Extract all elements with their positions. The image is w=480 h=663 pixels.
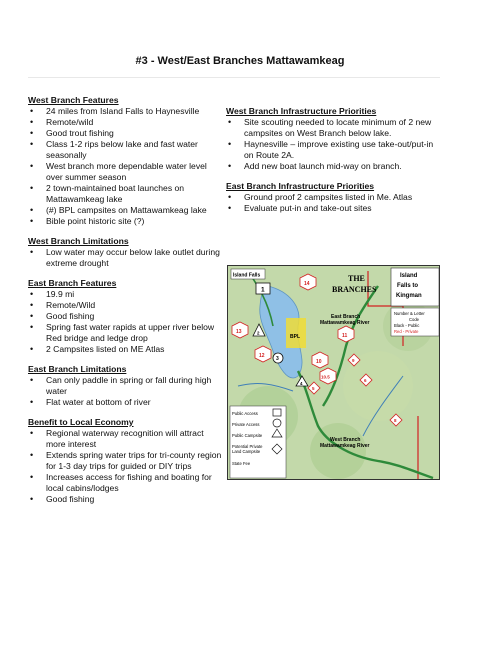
legend-land-campsite: Land Campsite [232, 449, 261, 454]
list-item: • Increases access for fishing and boating for local cabins/lodges [28, 472, 223, 494]
legend-public-access: Public Access [232, 411, 258, 416]
limitation-list [28, 375, 223, 408]
terrain-patch [310, 423, 366, 479]
right-column [226, 106, 441, 223]
code-legend-line2: Code [409, 317, 420, 322]
legend-state-fee: State Fee [232, 461, 251, 466]
list-item: • Class 1-2 rips below lake and fast water seasonally [28, 139, 223, 161]
section-heading: Benefit to Local Economy [28, 417, 134, 427]
list-item: • 2 town-maintained boat launches on Mattawamkeag lake [28, 183, 223, 205]
section-heading: West Branch Infrastructure Priorities [226, 106, 377, 116]
map-title-line1: THE [348, 274, 365, 283]
list-item: • Extends spring water trips for tri-county region for 1-3 day trips for guided or DIY trips [28, 450, 223, 472]
list-item: • Remote/Wild [28, 300, 223, 311]
left-column [28, 95, 223, 514]
map-title-line2: BRANCHES [332, 285, 377, 294]
legend-private-access: Private Access [232, 422, 260, 427]
section-west-branch-infrastructure [226, 106, 441, 172]
marker-label: 8 [394, 418, 397, 423]
section-heading: East Branch Infrastructure Priorities [226, 181, 375, 191]
map-graphic [228, 266, 440, 480]
marker-label: 4 [300, 381, 303, 386]
east-branch-label-1: East Branch [331, 314, 361, 320]
marker-label: 3 [276, 356, 279, 362]
bpl-area [286, 318, 306, 348]
west-branch-label-2: Mattawamkeag River [320, 443, 370, 449]
section-west-branch-features [28, 95, 223, 227]
marker-label: 14 [304, 281, 310, 287]
marker-label: 10 [316, 359, 322, 365]
marker-label: 10.5 [321, 374, 330, 380]
section-west-branch-limitations [28, 236, 223, 269]
marker-label: 2 [257, 330, 260, 336]
section-heading: East Branch Limitations [28, 364, 127, 374]
list-item: • Bible point historic site (?) [28, 216, 223, 227]
legend-potential-private: Potential Private [232, 444, 263, 449]
list-item: • Remote/wild [28, 117, 223, 128]
list-item: • Flat water at bottom of river [28, 397, 223, 408]
marker-label: 6 [364, 378, 367, 383]
list-item: • Good fishing [28, 311, 223, 322]
section-benefit-local-economy [28, 417, 223, 505]
list-item: • Spring fast water rapids at upper river below Red bridge and ledge drop [28, 322, 223, 344]
list-item: • 24 miles from Island Falls to Haynesville [28, 106, 223, 117]
list-item: • Regional waterway recognition will attract more interest [28, 428, 223, 450]
list-item: • Evaluate put-in and take-out sites [226, 203, 441, 214]
list-item: • 19.9 mi [28, 289, 223, 300]
marker-label: 9 [352, 358, 355, 363]
benefit-list [28, 428, 223, 505]
east-branch-label-2: Mattawamkeag River [320, 320, 370, 326]
code-legend-line3: Black - Public [394, 323, 420, 328]
list-item: • Can only paddle in spring or fall during high water [28, 375, 223, 397]
priority-list [226, 192, 441, 214]
feature-list [28, 289, 223, 355]
list-item: • Ground proof 2 campsites listed in Me. Atlas [226, 192, 441, 203]
marker-label: 12 [259, 353, 265, 359]
list-item: • West branch more dependable water level over summer season [28, 161, 223, 183]
legend-public-campsite: Public Campsite [232, 433, 263, 438]
page-title: #3 - West/East Branches Mattawamkeag [135, 55, 345, 67]
section-east-branch-infrastructure [226, 181, 441, 214]
priority-list [226, 117, 441, 172]
code-legend-line4: Red - Private [394, 329, 419, 334]
destination-line2: Falls to [397, 283, 419, 289]
marker-label: 1 [261, 286, 265, 294]
symbol-legend-box [230, 406, 286, 478]
marker-label: 5 [312, 386, 315, 391]
section-east-branch-features [28, 278, 223, 355]
list-item: • Add new boat launch mid-way on branch. [226, 161, 441, 172]
feature-list [28, 106, 223, 227]
west-branch-label-1: West Branch [330, 437, 361, 443]
section-east-branch-limitations [28, 364, 223, 408]
title-divider [28, 77, 440, 78]
limitation-list [28, 247, 223, 269]
section-heading: East Branch Features [28, 278, 117, 288]
bpl-label: BPL [290, 334, 300, 340]
marker-label: 11 [342, 333, 348, 339]
code-legend-line1: Number & Letter [394, 311, 425, 316]
list-item: • 2 Campsites listed on ME Atlas [28, 344, 223, 355]
destination-line3: Kingman [396, 293, 422, 299]
section-heading: West Branch Limitations [28, 236, 129, 246]
list-item: • (#) BPL campsites on Mattawamkeag lake [28, 205, 223, 216]
list-item: • Site scouting needed to locate minimum of 2 new campsites on West Branch below lake. [226, 117, 441, 139]
list-item: • Good trout fishing [28, 128, 223, 139]
branches-map [227, 265, 440, 480]
list-item: • Low water may occur below lake outlet during extreme drought [28, 247, 223, 269]
list-item: • Good fishing [28, 494, 223, 505]
section-heading: West Branch Features [28, 95, 119, 105]
marker-label: 13 [236, 329, 242, 335]
corner-label: Island Falls [233, 272, 261, 279]
list-item: • Haynesville – improve existing use take-out/put-in on Route 2A. [226, 139, 441, 161]
destination-line1: Island [400, 273, 418, 279]
